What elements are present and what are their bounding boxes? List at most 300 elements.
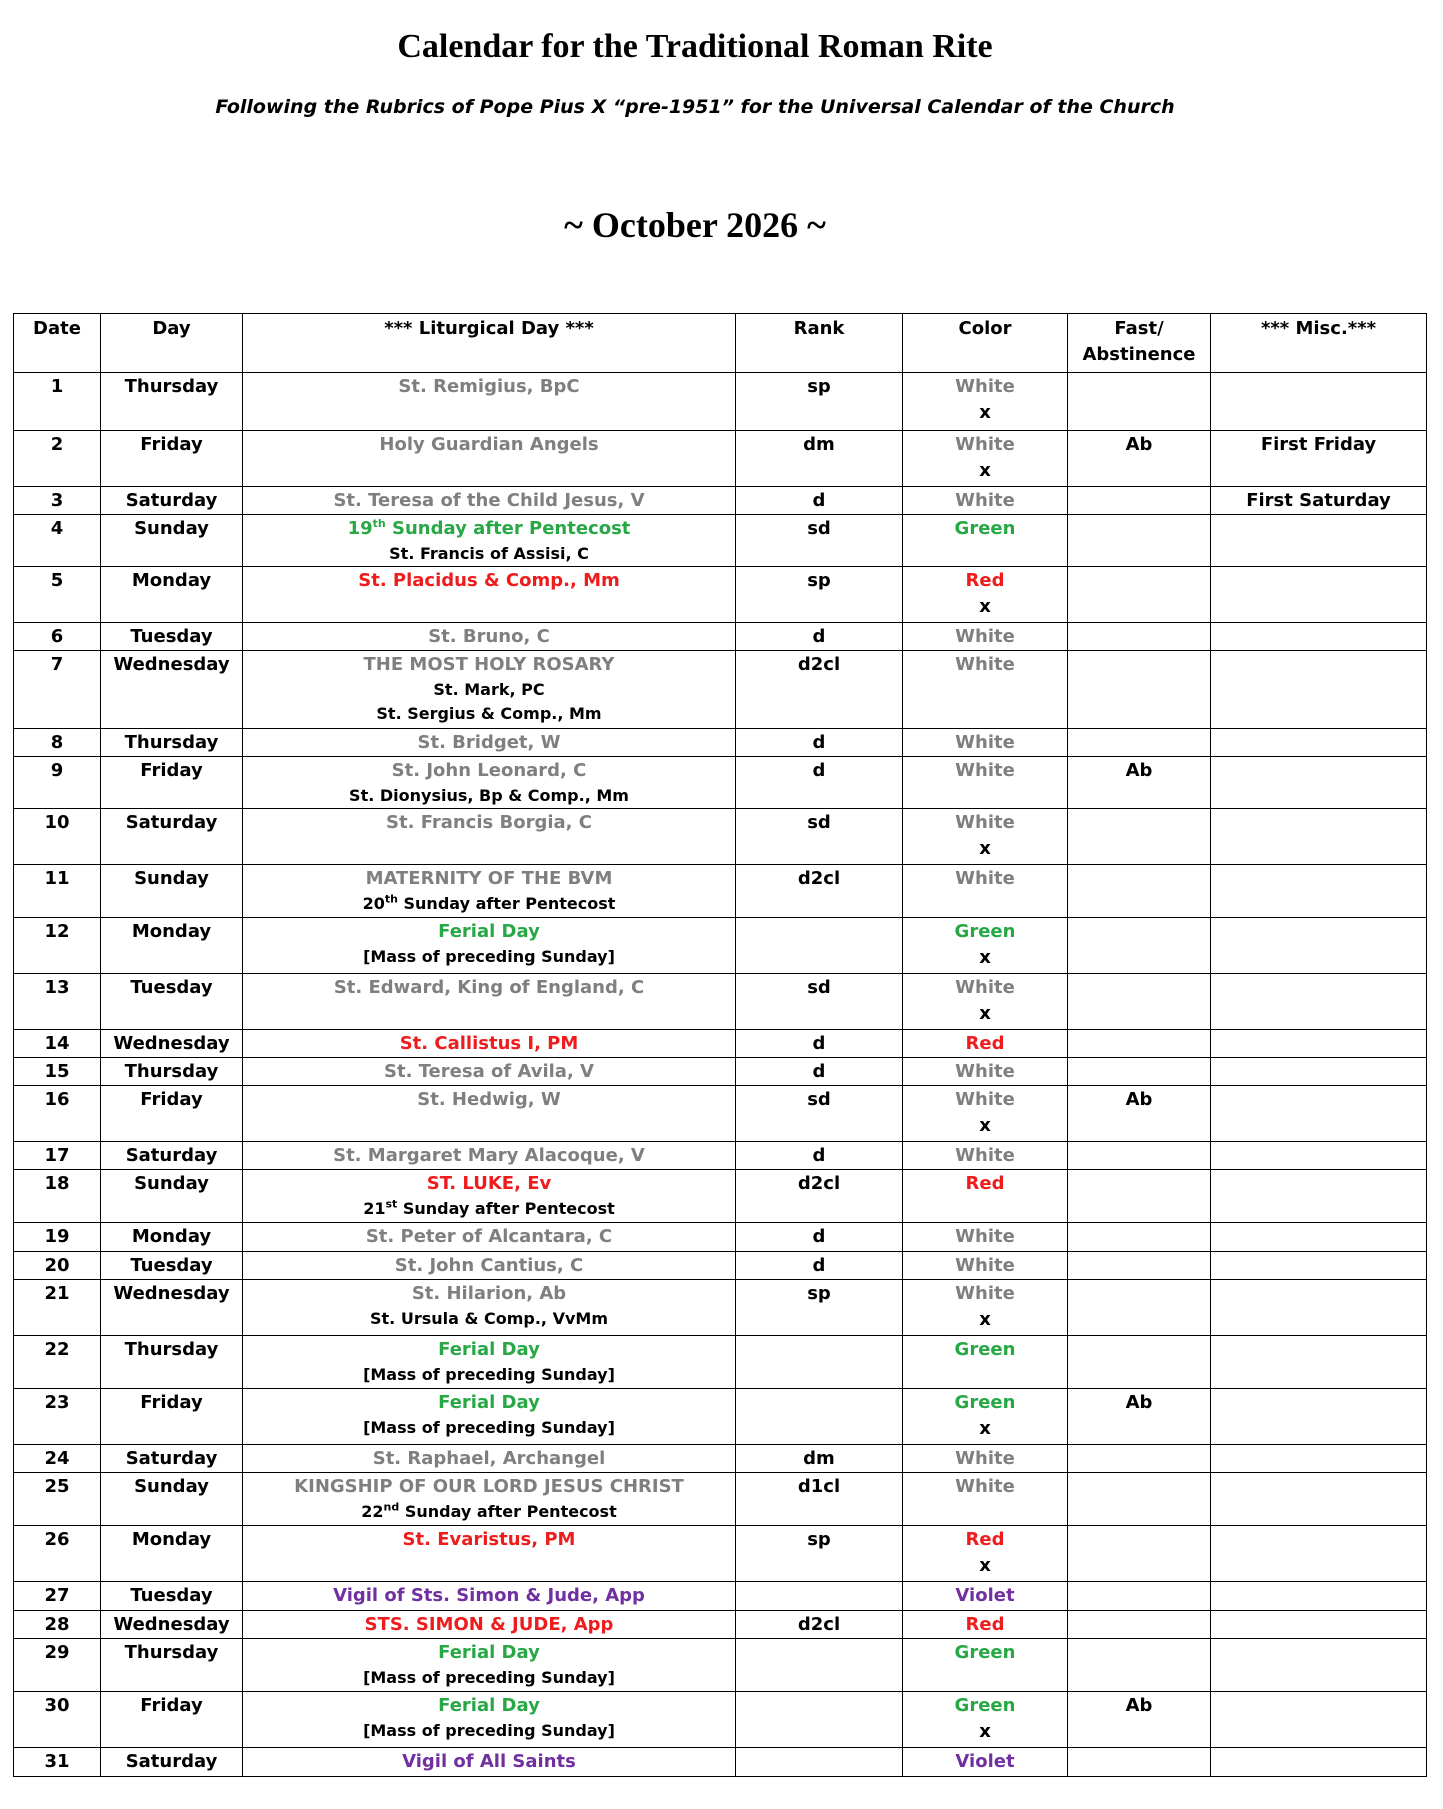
liturgical-day-cell — [243, 729, 736, 757]
commemoration — [245, 1197, 733, 1221]
liturgical-day-title: Ferial Day — [438, 1642, 540, 1663]
commemoration: [Mass of preceding Sunday] — [363, 1668, 615, 1687]
fast-abstinence-cell — [1068, 487, 1211, 515]
ordinal-number: 20 — [362, 894, 385, 913]
day-cell: Friday — [101, 757, 243, 809]
day-cell: Wednesday — [101, 651, 243, 729]
color-cell — [903, 1692, 1068, 1748]
liturgical-day-cell — [243, 1582, 736, 1611]
misc-cell — [1211, 1692, 1427, 1748]
liturgical-day-cell — [243, 1639, 736, 1692]
misc-cell — [1211, 1748, 1427, 1777]
misc-cell — [1211, 974, 1427, 1030]
liturgical-day-cell — [243, 1086, 736, 1142]
ordinal-number: 19 — [347, 518, 373, 539]
rank-cell: d2cl — [736, 1611, 903, 1639]
rank-cell — [736, 1692, 903, 1748]
misc-cell — [1211, 1030, 1427, 1058]
liturgical-day-cell — [243, 373, 736, 431]
fast-abstinence-cell — [1068, 1582, 1211, 1611]
day-cell: Thursday — [101, 373, 243, 431]
commemoration: [Mass of preceding Sunday] — [363, 1721, 615, 1740]
liturgical-day-title: Ferial Day — [438, 1392, 540, 1413]
fast-abstinence-cell — [1068, 1473, 1211, 1526]
liturgical-day-title: KINGSHIP OF OUR LORD JESUS CHRIST — [294, 1476, 684, 1497]
day-cell: Sunday — [101, 1473, 243, 1526]
table-row — [14, 1223, 1427, 1252]
date-cell: 9 — [14, 757, 101, 809]
commemoration — [245, 892, 733, 916]
liturgical-color: White — [955, 1226, 1015, 1247]
date-cell: 30 — [14, 1692, 101, 1748]
rank-cell: sp — [736, 1526, 903, 1582]
day-cell: Sunday — [101, 865, 243, 918]
ordinal-suffix: st — [385, 1197, 398, 1211]
day-cell: Thursday — [101, 1336, 243, 1389]
rank-cell: sp — [736, 1280, 903, 1336]
liturgical-color: Red — [965, 1033, 1005, 1054]
color-cell — [903, 757, 1068, 809]
date-cell: 5 — [14, 567, 101, 623]
x-mark: x — [979, 402, 991, 423]
col-header-date: Date — [14, 314, 101, 373]
table-row — [14, 1445, 1427, 1473]
misc-cell — [1211, 1170, 1427, 1223]
table-row — [14, 865, 1427, 918]
day-cell: Monday — [101, 567, 243, 623]
liturgical-day-cell — [243, 1030, 736, 1058]
day-cell: Friday — [101, 431, 243, 487]
calendar-table — [13, 313, 1427, 1777]
date-cell: 7 — [14, 651, 101, 729]
liturgical-day-cell — [243, 1473, 736, 1526]
ordinal-rest: Sunday after Pentecost — [397, 1199, 615, 1218]
liturgical-color: White — [955, 760, 1015, 781]
color-cell — [903, 865, 1068, 918]
table-row — [14, 373, 1427, 431]
liturgical-day-title: STS. SIMON & JUDE, App — [364, 1614, 614, 1635]
rank-cell: d1cl — [736, 1473, 903, 1526]
misc-cell — [1211, 1252, 1427, 1280]
misc-cell — [1211, 1336, 1427, 1389]
col-header-rank: Rank — [736, 314, 903, 373]
liturgical-day-title: St. Callistus I, PM — [399, 1033, 579, 1054]
x-mark: x — [979, 1418, 991, 1439]
fast-abstinence-cell — [1068, 515, 1211, 567]
day-cell: Tuesday — [101, 623, 243, 651]
fast-abstinence-cell — [1068, 918, 1211, 974]
liturgical-day-title: St. Raphael, Archangel — [372, 1448, 606, 1469]
liturgical-color: Green — [954, 1642, 1016, 1663]
col-header-misc: *** Misc.*** — [1211, 314, 1427, 373]
liturgical-day-cell — [243, 1223, 736, 1252]
misc-cell — [1211, 1445, 1427, 1473]
rank-cell: d — [736, 1142, 903, 1170]
liturgical-day-cell — [243, 623, 736, 651]
color-cell — [903, 1473, 1068, 1526]
liturgical-color: Green — [954, 518, 1016, 539]
misc-cell — [1211, 515, 1427, 567]
misc-cell — [1211, 1389, 1427, 1445]
date-cell: 28 — [14, 1611, 101, 1639]
rank-cell: d — [736, 623, 903, 651]
fast-abstinence-cell: Ab — [1068, 1389, 1211, 1445]
color-cell — [903, 1223, 1068, 1252]
liturgical-day-cell — [243, 757, 736, 809]
date-cell: 13 — [14, 974, 101, 1030]
table-row — [14, 1030, 1427, 1058]
day-cell: Saturday — [101, 487, 243, 515]
liturgical-color: White — [955, 1448, 1015, 1469]
date-cell: 4 — [14, 515, 101, 567]
misc-cell — [1211, 865, 1427, 918]
liturgical-color: Violet — [955, 1585, 1015, 1606]
fast-abstinence-cell — [1068, 1030, 1211, 1058]
misc-cell — [1211, 1639, 1427, 1692]
liturgical-day-cell — [243, 1526, 736, 1582]
misc-cell — [1211, 623, 1427, 651]
color-cell — [903, 651, 1068, 729]
color-cell — [903, 1252, 1068, 1280]
rank-cell: sp — [736, 373, 903, 431]
page-subtitle: Following the Rubrics of Pope Pius X “pre-1951” for the Universal Calendar of the Church — [215, 96, 1175, 118]
date-cell: 26 — [14, 1526, 101, 1582]
liturgical-color: White — [955, 654, 1015, 675]
date-cell: 2 — [14, 431, 101, 487]
page-title: Calendar for the Traditional Roman Rite — [397, 28, 993, 65]
date-cell: 8 — [14, 729, 101, 757]
date-cell: 11 — [14, 865, 101, 918]
liturgical-color: White — [955, 434, 1015, 455]
liturgical-color: White — [955, 626, 1015, 647]
fast-abstinence-cell — [1068, 651, 1211, 729]
date-cell: 1 — [14, 373, 101, 431]
commemoration: St. Dionysius, Bp & Comp., Mm — [349, 786, 629, 805]
liturgical-day-title: St. Francis Borgia, C — [386, 812, 592, 833]
liturgical-day-title: St. Hilarion, Ab — [411, 1283, 567, 1304]
liturgical-day-cell — [243, 1142, 736, 1170]
date-cell: 17 — [14, 1142, 101, 1170]
ordinal-number: 22 — [361, 1502, 384, 1521]
liturgical-day-cell — [243, 974, 736, 1030]
color-cell — [903, 1611, 1068, 1639]
fast-abstinence-cell — [1068, 809, 1211, 865]
table-row — [14, 1639, 1427, 1692]
table-row — [14, 1058, 1427, 1086]
misc-cell — [1211, 809, 1427, 865]
color-cell — [903, 1582, 1068, 1611]
rank-cell: dm — [736, 1445, 903, 1473]
liturgical-color: White — [955, 977, 1015, 998]
x-mark: x — [979, 1309, 991, 1330]
liturgical-day-cell — [243, 918, 736, 974]
rank-cell — [736, 1582, 903, 1611]
table-row — [14, 974, 1427, 1030]
col-header-fast-abstinence: Fast/ Abstinence — [1068, 314, 1211, 373]
day-cell: Thursday — [101, 729, 243, 757]
liturgical-day-title: Vigil of Sts. Simon & Jude, App — [333, 1585, 645, 1606]
misc-cell — [1211, 373, 1427, 431]
liturgical-day-cell — [243, 515, 736, 567]
rank-cell — [736, 918, 903, 974]
day-cell: Saturday — [101, 1748, 243, 1777]
rank-cell: d — [736, 729, 903, 757]
color-cell — [903, 1030, 1068, 1058]
day-cell: Wednesday — [101, 1280, 243, 1336]
fast-abstinence-cell — [1068, 1639, 1211, 1692]
fast-abstinence-cell: Ab — [1068, 1086, 1211, 1142]
misc-cell — [1211, 918, 1427, 974]
liturgical-color: White — [955, 1145, 1015, 1166]
misc-cell — [1211, 1582, 1427, 1611]
commemoration: St. Francis of Assisi, C — [389, 544, 589, 563]
ordinal-rest: Sunday after Pentecost — [385, 518, 631, 539]
liturgical-day-cell — [243, 487, 736, 515]
fast-abstinence-cell — [1068, 623, 1211, 651]
ordinal-rest: Sunday after Pentecost — [399, 1502, 617, 1521]
commemoration: St. Ursula & Comp., VvMm — [370, 1309, 608, 1328]
liturgical-day-title: Vigil of All Saints — [402, 1751, 576, 1772]
rank-cell: d2cl — [736, 865, 903, 918]
day-cell: Saturday — [101, 809, 243, 865]
x-mark: x — [979, 947, 991, 968]
rank-cell: sd — [736, 1086, 903, 1142]
color-cell — [903, 1086, 1068, 1142]
liturgical-color: White — [955, 868, 1015, 889]
fast-abstinence-cell — [1068, 1058, 1211, 1086]
color-cell — [903, 487, 1068, 515]
liturgical-day-title: St. Hedwig, W — [417, 1089, 561, 1110]
liturgical-day-title: St. John Cantius, C — [394, 1255, 584, 1276]
x-mark: x — [979, 1003, 991, 1024]
liturgical-day-title: Holy Guardian Angels — [379, 434, 599, 455]
color-cell — [903, 373, 1068, 431]
day-cell: Saturday — [101, 1445, 243, 1473]
liturgical-day-cell — [243, 1389, 736, 1445]
commemoration — [245, 1500, 733, 1524]
misc-cell — [1211, 1142, 1427, 1170]
rank-cell: sp — [736, 567, 903, 623]
table-row — [14, 487, 1427, 515]
table-row — [14, 1582, 1427, 1611]
date-cell: 21 — [14, 1280, 101, 1336]
fast-abstinence-cell — [1068, 1526, 1211, 1582]
liturgical-day-cell — [243, 1252, 736, 1280]
date-cell: 19 — [14, 1223, 101, 1252]
liturgical-color: White — [955, 732, 1015, 753]
liturgical-color: Green — [954, 1695, 1016, 1716]
liturgical-day-title: Ferial Day — [438, 1339, 540, 1360]
day-cell: Friday — [101, 1389, 243, 1445]
fast-abstinence-cell — [1068, 729, 1211, 757]
day-cell: Sunday — [101, 515, 243, 567]
fast-abstinence-cell — [1068, 1445, 1211, 1473]
fast-abstinence-cell — [1068, 1252, 1211, 1280]
table-row — [14, 431, 1427, 487]
liturgical-color: White — [955, 490, 1015, 511]
date-cell: 6 — [14, 623, 101, 651]
x-mark: x — [979, 838, 991, 859]
misc-cell — [1211, 757, 1427, 809]
fast-abstinence-cell — [1068, 567, 1211, 623]
liturgical-day-cell — [243, 1611, 736, 1639]
day-cell: Wednesday — [101, 1611, 243, 1639]
x-mark: x — [979, 460, 991, 481]
liturgical-day-title: St. Edward, King of England, C — [333, 977, 645, 998]
table-row — [14, 1280, 1427, 1336]
liturgical-day-cell — [243, 1336, 736, 1389]
misc-cell — [1211, 1086, 1427, 1142]
rank-cell: dm — [736, 431, 903, 487]
misc-cell — [1211, 1526, 1427, 1582]
day-cell: Tuesday — [101, 974, 243, 1030]
color-cell — [903, 729, 1068, 757]
table-row — [14, 1611, 1427, 1639]
liturgical-day-title: St. John Leonard, C — [391, 760, 587, 781]
liturgical-color: White — [955, 1476, 1015, 1497]
fast-abstinence-cell — [1068, 1280, 1211, 1336]
liturgical-color: White — [955, 1283, 1015, 1304]
fast-abstinence-cell: Ab — [1068, 1692, 1211, 1748]
color-cell — [903, 431, 1068, 487]
fast-abstinence-cell — [1068, 865, 1211, 918]
liturgical-day-title — [245, 516, 733, 542]
commemoration: [Mass of preceding Sunday] — [363, 1365, 615, 1384]
fast-abstinence-cell — [1068, 1142, 1211, 1170]
rank-cell — [736, 1389, 903, 1445]
col-header-day: Day — [101, 314, 243, 373]
day-cell: Monday — [101, 1223, 243, 1252]
rank-cell — [736, 1748, 903, 1777]
table-row — [14, 1170, 1427, 1223]
rank-cell: d — [736, 1058, 903, 1086]
fast-abstinence-cell — [1068, 974, 1211, 1030]
liturgical-day-cell — [243, 865, 736, 918]
date-cell: 25 — [14, 1473, 101, 1526]
liturgical-color: Red — [965, 570, 1005, 591]
liturgical-color: White — [955, 1089, 1015, 1110]
date-cell: 12 — [14, 918, 101, 974]
commemoration: St. Sergius & Comp., Mm — [376, 704, 602, 723]
table-row — [14, 1692, 1427, 1748]
color-cell — [903, 809, 1068, 865]
calendar-body — [14, 373, 1427, 1777]
table-row — [14, 1473, 1427, 1526]
day-cell: Saturday — [101, 1142, 243, 1170]
liturgical-day-title: St. Teresa of the Child Jesus, V — [333, 490, 645, 511]
rank-cell: d — [736, 757, 903, 809]
date-cell: 10 — [14, 809, 101, 865]
date-cell: 24 — [14, 1445, 101, 1473]
table-row — [14, 809, 1427, 865]
rank-cell: d2cl — [736, 1170, 903, 1223]
date-cell: 15 — [14, 1058, 101, 1086]
liturgical-day-title: St. Placidus & Comp., Mm — [358, 570, 620, 591]
commemoration: [Mass of preceding Sunday] — [363, 947, 615, 966]
liturgical-color: Green — [954, 1392, 1016, 1413]
liturgical-day-title: St. Bridget, W — [417, 732, 561, 753]
fast-abstinence-cell — [1068, 1748, 1211, 1777]
fast-abstinence-cell — [1068, 373, 1211, 431]
col-header-liturgical-day: *** Liturgical Day *** — [243, 314, 736, 373]
day-cell: Tuesday — [101, 1582, 243, 1611]
misc-cell: First Friday — [1211, 431, 1427, 487]
table-row — [14, 918, 1427, 974]
liturgical-day-cell — [243, 1692, 736, 1748]
table-row — [14, 651, 1427, 729]
color-cell — [903, 918, 1068, 974]
rank-cell — [736, 1336, 903, 1389]
day-cell: Thursday — [101, 1058, 243, 1086]
table-row — [14, 1086, 1427, 1142]
liturgical-day-title: MATERNITY OF THE BVM — [365, 868, 613, 889]
commemoration: St. Mark, PC — [433, 680, 545, 699]
day-cell: Wednesday — [101, 1030, 243, 1058]
ordinal-suffix: nd — [383, 1500, 400, 1514]
header-row — [14, 314, 1427, 373]
liturgical-day-cell — [243, 809, 736, 865]
color-cell — [903, 974, 1068, 1030]
rank-cell: d — [736, 1223, 903, 1252]
day-cell: Friday — [101, 1692, 243, 1748]
x-mark: x — [979, 1115, 991, 1136]
liturgical-day-title: Ferial Day — [438, 921, 540, 942]
table-row — [14, 1748, 1427, 1777]
rank-cell: sd — [736, 809, 903, 865]
liturgical-color: Red — [965, 1529, 1005, 1550]
date-cell: 18 — [14, 1170, 101, 1223]
color-cell — [903, 1170, 1068, 1223]
table-row — [14, 729, 1427, 757]
rank-cell: d2cl — [736, 651, 903, 729]
liturgical-day-cell — [243, 1170, 736, 1223]
rank-cell: sd — [736, 515, 903, 567]
misc-cell — [1211, 651, 1427, 729]
month-heading: ~ October 2026 ~ — [564, 205, 826, 245]
color-cell — [903, 1336, 1068, 1389]
liturgical-day-cell — [243, 431, 736, 487]
date-cell: 23 — [14, 1389, 101, 1445]
color-cell — [903, 1748, 1068, 1777]
liturgical-day-cell — [243, 567, 736, 623]
x-mark: x — [979, 596, 991, 617]
liturgical-day-title: St. Peter of Alcantara, C — [365, 1226, 613, 1247]
day-cell: Thursday — [101, 1639, 243, 1692]
rank-cell: d — [736, 1030, 903, 1058]
liturgical-day-cell — [243, 1280, 736, 1336]
table-row — [14, 1142, 1427, 1170]
misc-cell — [1211, 729, 1427, 757]
liturgical-day-title: St. Margaret Mary Alacoque, V — [333, 1145, 645, 1166]
liturgical-day-title: St. Bruno, C — [428, 626, 550, 647]
commemoration: [Mass of preceding Sunday] — [363, 1418, 615, 1437]
color-cell — [903, 1058, 1068, 1086]
date-cell: 29 — [14, 1639, 101, 1692]
misc-cell — [1211, 567, 1427, 623]
rank-cell: d — [736, 487, 903, 515]
liturgical-color: White — [955, 812, 1015, 833]
ordinal-number: 21 — [363, 1199, 386, 1218]
liturgical-color: Red — [965, 1173, 1005, 1194]
liturgical-color: White — [955, 1061, 1015, 1082]
ordinal-suffix: th — [372, 517, 386, 530]
table-row — [14, 1526, 1427, 1582]
rank-cell — [736, 1639, 903, 1692]
day-cell: Tuesday — [101, 1252, 243, 1280]
color-cell — [903, 1445, 1068, 1473]
liturgical-day-title: St. Remigius, BpC — [398, 376, 580, 397]
date-cell: 27 — [14, 1582, 101, 1611]
